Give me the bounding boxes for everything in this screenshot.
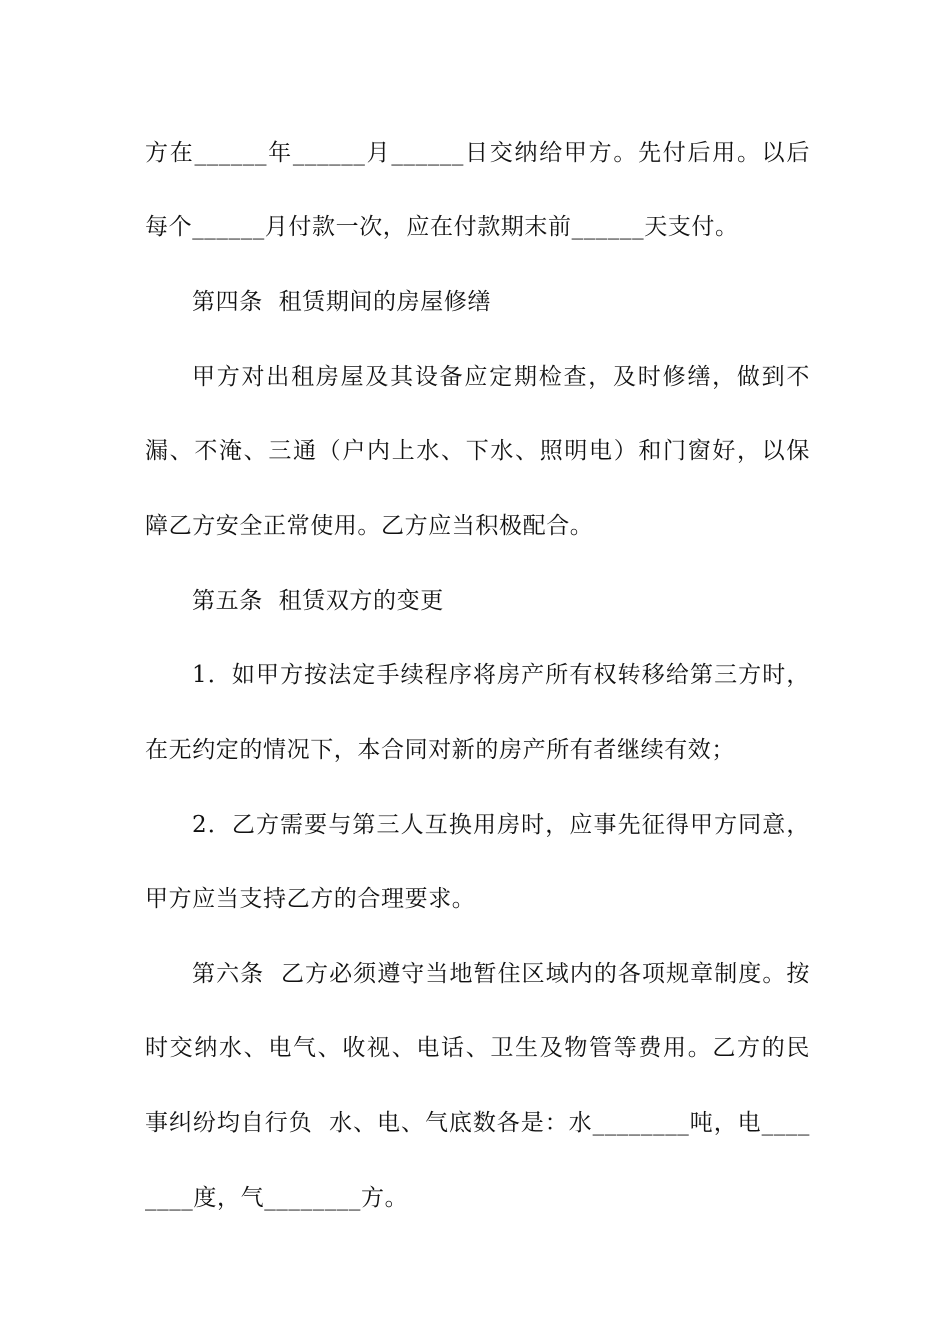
paragraph-line: 在无约定的情况下，本合同对新的房产所有者继续有效； — [145, 737, 735, 763]
paragraph-line: 时交纳水、电气、收视、电话、卫生及物管等费用。乙方的民 — [145, 1035, 810, 1061]
paragraph-line: 1．如甲方按法定手续程序将房产所有权转移给第三方时， — [192, 662, 810, 688]
paragraph-line: ____度，气________方。 — [145, 1185, 409, 1211]
paragraph-line: 甲方对出租房屋及其设备应定期检查，及时修缮，做到不 — [192, 364, 810, 390]
paragraph-line: 2．乙方需要与第三人互换用房时，应事先征得甲方同意， — [192, 812, 810, 838]
paragraph-line: 方在______年______月______日交纳给甲方。先付后用。以后 — [145, 140, 810, 166]
paragraph-line: 每个______月付款一次，应在付款期末前______天支付。 — [145, 214, 739, 240]
article-heading: 第六条 乙方必须遵守当地暂住区域内的各项规章制度。按 — [192, 961, 810, 987]
article-heading: 第四条 租赁期间的房屋修缮 — [192, 289, 492, 315]
paragraph-line: 甲方应当支持乙方的合理要求。 — [145, 886, 476, 912]
paragraph-line: 漏、不淹、三通（户内上水、下水、照明电）和门窗好，以保 — [145, 438, 810, 464]
paragraph-line: 事纠纷均自行负 水、电、气底数各是：水________吨，电____ — [145, 1110, 810, 1136]
article-heading: 第五条 租赁双方的变更 — [192, 588, 444, 614]
paragraph-line: 障乙方安全正常使用。乙方应当积极配合。 — [145, 513, 594, 539]
